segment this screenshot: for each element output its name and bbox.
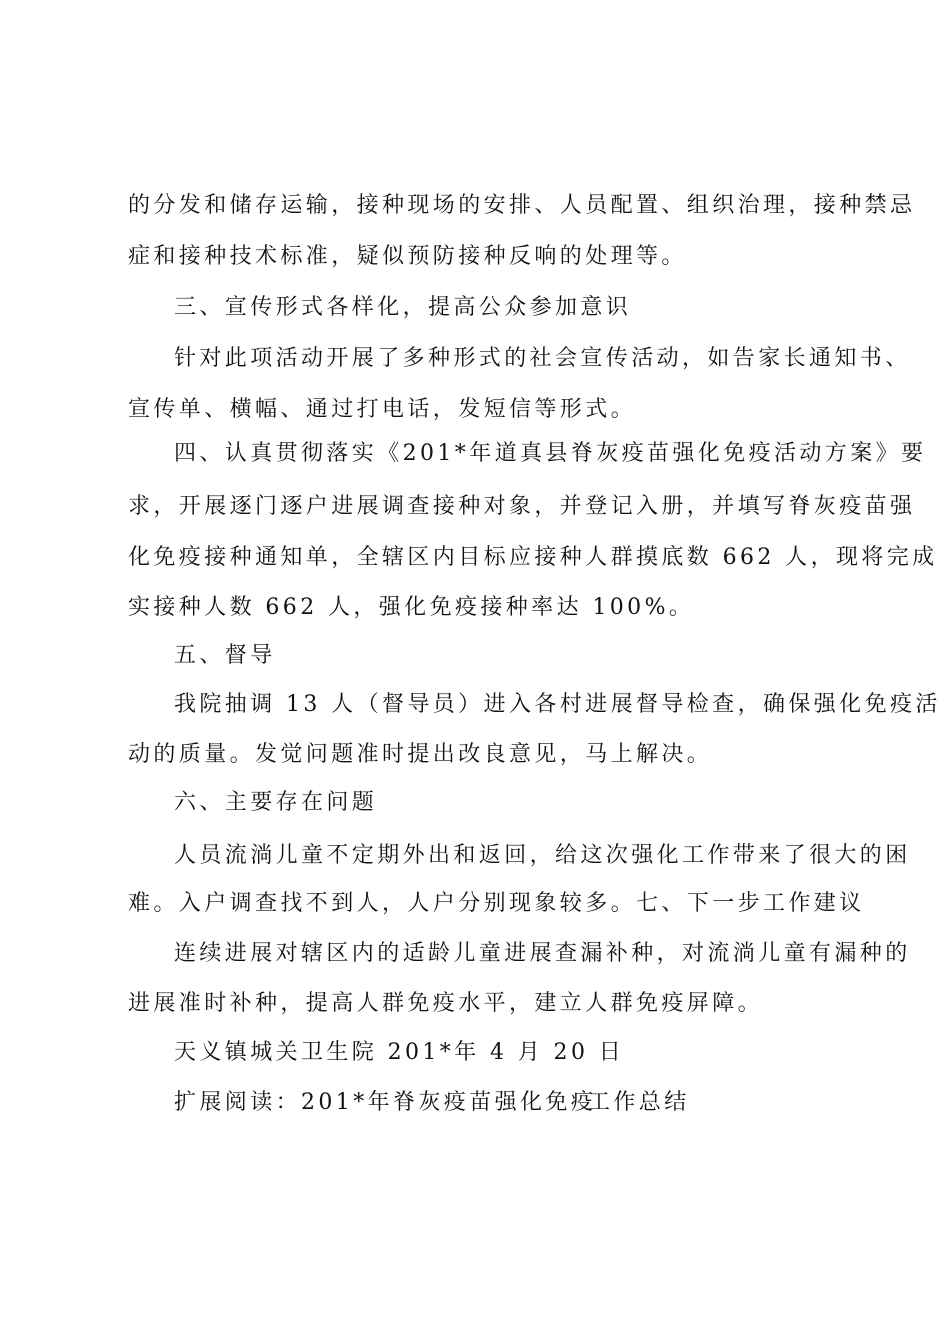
paragraph-line: 四、认真贯彻落实《201*年道真县脊灰疫苗强化免疫活动方案》要: [174, 441, 927, 466]
paragraph-line: 难。入户调查找不到人，人户分别现象较多。七、下一步工作建议: [128, 891, 865, 916]
paragraph-line: 动的质量。发觉问题准时提出改良意见，马上解决。: [128, 742, 713, 767]
paragraph-line: 我院抽调 13 人（督导员）进入各村进展督导检查，确保强化免疫活: [174, 692, 941, 717]
extended-reading-title: 工作总结: [588, 1090, 690, 1115]
paragraph-line: 症和接种技术标准，疑似预防接种反响的处理等。: [128, 244, 687, 269]
paragraph-line: 实接种人数 662 人，强化免疫接种率达 100%。: [128, 595, 695, 620]
signature-line: 天义镇城关卫生院 201*年 4 月 20 日: [174, 1040, 625, 1065]
paragraph-line: 宣传单、横幅、通过打电话，发短信等形式。: [128, 397, 637, 422]
paragraph-line: 求，开展逐门逐户进展调查接种对象，并登记入册，并填写脊灰疫苗强: [128, 494, 916, 519]
paragraph-line: 的分发和储存运输，接种现场的安排、人员配置、组织治理，接种禁忌: [128, 193, 916, 218]
paragraph-line: 针对此项活动开展了多种形式的社会宣传活动，如告家长通知书、: [174, 346, 911, 371]
paragraph-line: 人员流淌儿童不定期外出和返回，给这次强化工作带来了很大的困: [174, 843, 911, 868]
section-heading: 三、宣传形式各样化，提高公众参加意识: [174, 295, 632, 320]
paragraph-line: 化免疫接种通知单，全辖区内目标应接种人群摸底数 662 人，现将完成: [128, 545, 938, 570]
section-heading: 五、督导: [174, 643, 276, 668]
paragraph-line: 进展准时补种，提高人群免疫水平，建立人群免疫屏障。: [128, 991, 764, 1016]
paragraph-line: 连续进展对辖区内的适龄儿童进展查漏补种，对流淌儿童有漏种的: [174, 941, 911, 966]
extended-reading-label: 扩展阅读：201*年脊灰疫苗强化免疫: [174, 1090, 597, 1115]
section-heading: 六、主要存在问题: [174, 790, 378, 815]
